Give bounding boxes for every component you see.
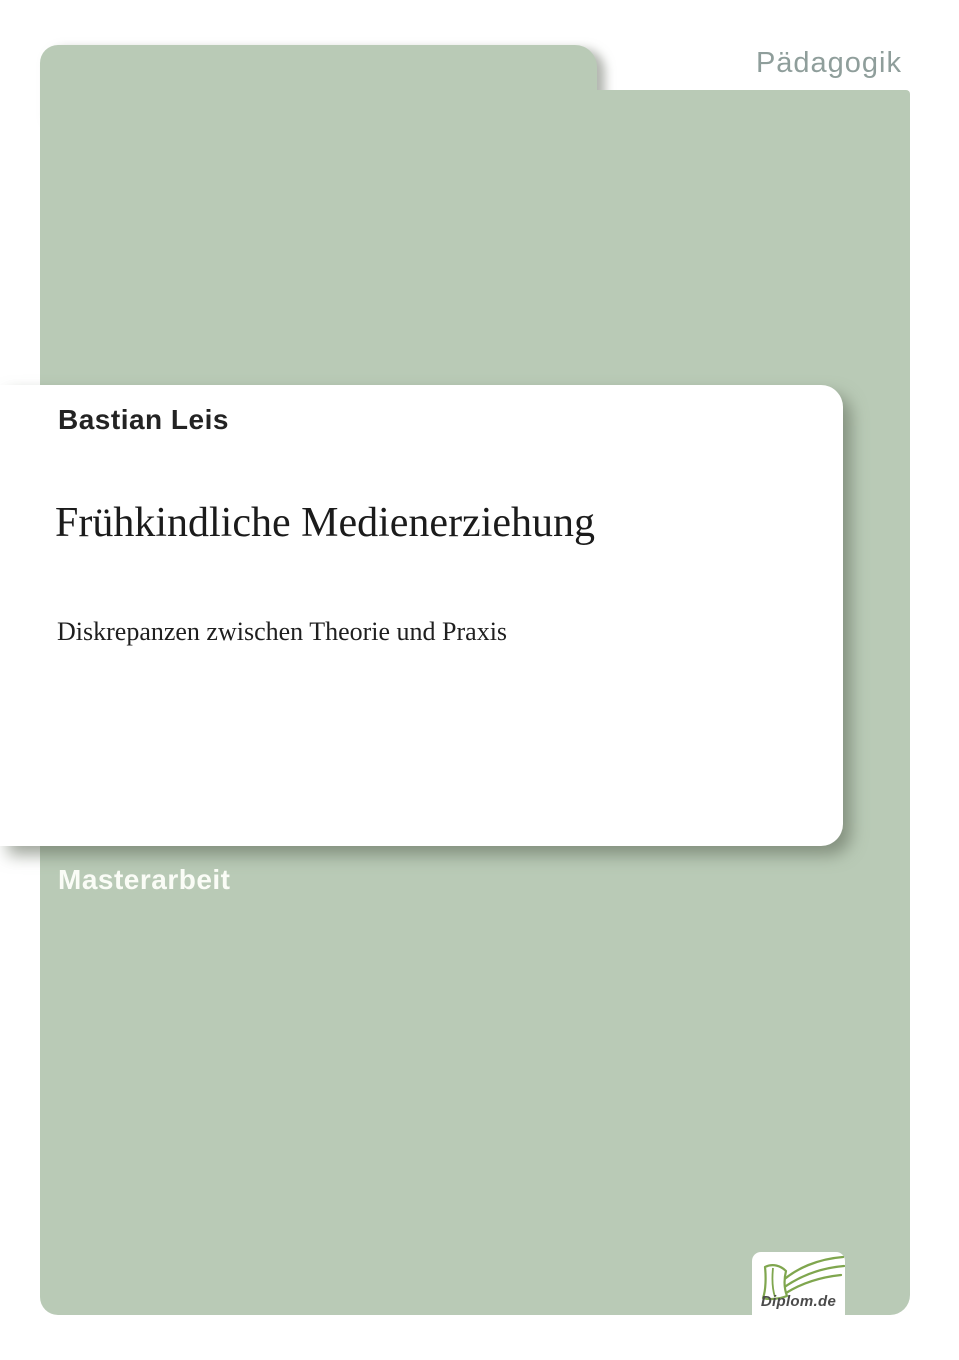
publisher-name: Diplom.de bbox=[760, 1293, 837, 1310]
title-card bbox=[0, 385, 843, 846]
category-label: Pädagogik bbox=[755, 47, 902, 79]
book-title: Frühkindliche Medienerziehung bbox=[55, 500, 596, 546]
author-name: Bastian Leis bbox=[58, 404, 229, 435]
document-type-label: Masterarbeit bbox=[58, 864, 231, 895]
book-subtitle: Diskrepanzen zwischen Theorie und Praxis bbox=[57, 617, 508, 646]
publisher-logo-box bbox=[752, 1252, 845, 1315]
